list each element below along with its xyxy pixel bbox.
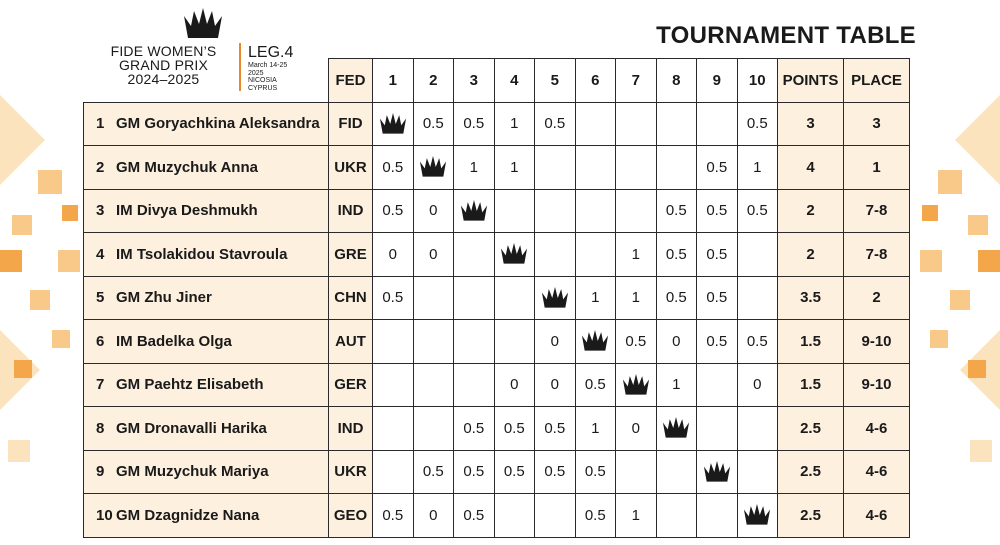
result-cell <box>737 233 778 277</box>
header-round-3: 3 <box>454 59 495 103</box>
result-cell <box>656 450 697 494</box>
result-cell <box>535 233 576 277</box>
result-cell <box>697 407 738 451</box>
result-cell <box>697 102 738 146</box>
player-name: GM Zhu Jiner <box>116 289 212 307</box>
result-cell: 0.5 <box>373 189 414 233</box>
result-cell: 0.5 <box>535 450 576 494</box>
header-round-4: 4 <box>494 59 535 103</box>
diagonal-crown-cell <box>656 407 697 451</box>
points-cell: 2 <box>778 233 844 277</box>
result-cell: 1 <box>656 363 697 407</box>
player-cell <box>84 189 329 233</box>
crown-icon <box>418 156 448 178</box>
result-cell: 0 <box>494 363 535 407</box>
result-cell: 0.5 <box>413 102 454 146</box>
header-round-1: 1 <box>373 59 414 103</box>
result-cell <box>616 146 657 190</box>
points-cell: 2.5 <box>778 407 844 451</box>
place-cell: 4-6 <box>844 494 910 538</box>
diagonal-crown-cell <box>575 320 616 364</box>
result-cell: 0.5 <box>697 320 738 364</box>
leg-country: CYPRUS <box>248 84 278 92</box>
player-number: 1 <box>96 115 105 133</box>
result-cell <box>494 320 535 364</box>
diagonal-crown-cell <box>616 363 657 407</box>
result-cell: 0 <box>535 320 576 364</box>
logo-line: FIDE WOMEN’S <box>110 43 217 59</box>
header-round-6: 6 <box>575 59 616 103</box>
table-row <box>84 320 910 364</box>
result-cell: 0.5 <box>575 494 616 538</box>
table-row <box>84 189 910 233</box>
result-cell <box>373 320 414 364</box>
crown-icon <box>702 461 732 483</box>
diagonal-crown-cell <box>737 494 778 538</box>
player-name: GM Goryachkina Aleksandra <box>116 115 320 133</box>
result-cell: 0.5 <box>697 276 738 320</box>
result-cell: 0 <box>616 407 657 451</box>
result-cell: 0.5 <box>454 407 495 451</box>
table-row <box>84 450 910 494</box>
table-row <box>84 407 910 451</box>
result-cell: 0 <box>413 189 454 233</box>
result-cell <box>454 276 495 320</box>
leg-city: NICOSIA <box>248 77 277 84</box>
result-cell: 0.5 <box>535 102 576 146</box>
result-cell: 0.5 <box>697 189 738 233</box>
result-cell: 0.5 <box>454 494 495 538</box>
result-cell <box>454 233 495 277</box>
table-row <box>84 146 910 190</box>
result-cell <box>373 407 414 451</box>
table-row <box>84 494 910 538</box>
table-row <box>84 233 910 277</box>
federation-cell: IND <box>329 407 373 451</box>
header-round-7: 7 <box>616 59 657 103</box>
table-body <box>84 102 910 537</box>
place-cell: 2 <box>844 276 910 320</box>
player-number: 6 <box>96 332 105 350</box>
player-name: IM Tsolakidou Stavroula <box>116 245 288 263</box>
federation-cell: CHN <box>329 276 373 320</box>
player-number: 2 <box>96 158 105 176</box>
result-cell <box>454 363 495 407</box>
result-cell: 0.5 <box>454 450 495 494</box>
result-cell: 0 <box>373 233 414 277</box>
result-cell: 0 <box>535 363 576 407</box>
result-cell <box>656 146 697 190</box>
result-cell: 1 <box>575 407 616 451</box>
player-cell <box>84 233 329 277</box>
header-blank <box>84 59 329 103</box>
points-cell: 3 <box>778 102 844 146</box>
header-round-10: 10 <box>737 59 778 103</box>
result-cell: 0.5 <box>656 276 697 320</box>
player-name: GM Muzychuk Mariya <box>116 463 269 481</box>
header-fed: FED <box>329 59 373 103</box>
result-cell: 0.5 <box>494 407 535 451</box>
player-number: 9 <box>96 463 105 481</box>
result-cell: 1 <box>616 494 657 538</box>
place-cell: 4-6 <box>844 407 910 451</box>
result-cell <box>656 102 697 146</box>
points-cell: 2.5 <box>778 494 844 538</box>
page-title: TOURNAMENT TABLE <box>656 22 916 49</box>
header-points: POINTS <box>778 59 844 103</box>
points-cell: 1.5 <box>778 320 844 364</box>
player-cell <box>84 494 329 538</box>
player-number: 10 <box>96 506 113 524</box>
header-round-8: 8 <box>656 59 697 103</box>
result-cell <box>575 233 616 277</box>
player-number: 4 <box>96 245 105 263</box>
result-cell <box>737 407 778 451</box>
result-cell <box>575 146 616 190</box>
points-cell: 4 <box>778 146 844 190</box>
result-cell <box>737 276 778 320</box>
table-header-row <box>84 59 910 103</box>
player-cell <box>84 363 329 407</box>
crown-icon <box>661 417 691 439</box>
result-cell: 0.5 <box>413 450 454 494</box>
leg-year: 2025 <box>248 69 264 77</box>
result-cell <box>737 450 778 494</box>
diagonal-crown-cell <box>373 102 414 146</box>
result-cell <box>697 494 738 538</box>
player-cell <box>84 146 329 190</box>
place-cell: 7-8 <box>844 233 910 277</box>
result-cell: 0.5 <box>737 189 778 233</box>
result-cell <box>494 189 535 233</box>
tournament-table <box>83 58 910 538</box>
place-cell: 4-6 <box>844 450 910 494</box>
right-decorative-pattern <box>910 0 1000 545</box>
federation-cell: UKR <box>329 450 373 494</box>
federation-cell: GEO <box>329 494 373 538</box>
result-cell <box>575 102 616 146</box>
result-cell: 0 <box>737 363 778 407</box>
result-cell <box>535 494 576 538</box>
result-cell: 0 <box>656 320 697 364</box>
result-cell: 1 <box>737 146 778 190</box>
result-cell: 1 <box>616 233 657 277</box>
result-cell: 0.5 <box>373 494 414 538</box>
result-cell <box>413 363 454 407</box>
points-cell: 1.5 <box>778 363 844 407</box>
points-cell: 2 <box>778 189 844 233</box>
result-cell: 1 <box>494 102 535 146</box>
logo-line: 2024–2025 <box>127 71 200 87</box>
result-cell: 0.5 <box>697 233 738 277</box>
player-name: IM Badelka Olga <box>116 332 232 350</box>
header-round-9: 9 <box>697 59 738 103</box>
tournament-table-wrapper <box>83 58 910 538</box>
result-cell: 0 <box>413 233 454 277</box>
result-cell <box>454 320 495 364</box>
result-cell <box>616 189 657 233</box>
crown-icon <box>580 330 610 352</box>
player-number: 5 <box>96 289 105 307</box>
crown-icon <box>459 200 489 222</box>
result-cell <box>373 363 414 407</box>
player-cell <box>84 276 329 320</box>
player-cell <box>84 450 329 494</box>
result-cell: 0.5 <box>373 146 414 190</box>
result-cell: 0.5 <box>494 450 535 494</box>
federation-cell: GER <box>329 363 373 407</box>
result-cell: 0.5 <box>737 320 778 364</box>
result-cell: 1 <box>575 276 616 320</box>
result-cell: 0.5 <box>535 407 576 451</box>
place-cell: 1 <box>844 146 910 190</box>
diagonal-crown-cell <box>697 450 738 494</box>
player-cell <box>84 407 329 451</box>
crown-icon <box>378 113 408 135</box>
federation-cell: UKR <box>329 146 373 190</box>
leg-date: March 14-25 <box>248 62 288 69</box>
result-cell <box>656 494 697 538</box>
player-number: 3 <box>96 202 105 220</box>
result-cell <box>494 276 535 320</box>
leg-title: LEG.4 <box>248 44 294 61</box>
result-cell: 0.5 <box>575 363 616 407</box>
result-cell: 0.5 <box>656 233 697 277</box>
result-cell: 0.5 <box>737 102 778 146</box>
result-cell <box>575 189 616 233</box>
header-place: PLACE <box>844 59 910 103</box>
result-cell <box>535 189 576 233</box>
result-cell <box>373 450 414 494</box>
table-row <box>84 276 910 320</box>
crown-icon <box>742 504 772 526</box>
place-cell: 9-10 <box>844 363 910 407</box>
result-cell <box>413 276 454 320</box>
result-cell <box>697 363 738 407</box>
result-cell: 0 <box>413 494 454 538</box>
result-cell: 0.5 <box>616 320 657 364</box>
result-cell: 0.5 <box>656 189 697 233</box>
result-cell: 1 <box>494 146 535 190</box>
diagonal-crown-cell <box>454 189 495 233</box>
player-number: 8 <box>96 419 105 437</box>
player-name: GM Dzagnidze Nana <box>116 506 260 524</box>
result-cell: 1 <box>454 146 495 190</box>
diagonal-crown-cell <box>413 146 454 190</box>
table-row <box>84 363 910 407</box>
federation-cell: AUT <box>329 320 373 364</box>
player-name: IM Divya Deshmukh <box>116 202 258 220</box>
result-cell: 0.5 <box>575 450 616 494</box>
result-cell: 1 <box>616 276 657 320</box>
result-cell: 0.5 <box>697 146 738 190</box>
player-name: GM Dronavalli Harika <box>116 419 267 437</box>
result-cell <box>616 450 657 494</box>
left-decorative-pattern <box>0 0 90 545</box>
header-round-2: 2 <box>413 59 454 103</box>
result-cell <box>535 146 576 190</box>
place-cell: 9-10 <box>844 320 910 364</box>
crown-icon <box>182 8 224 40</box>
player-number: 7 <box>96 376 105 394</box>
result-cell <box>494 494 535 538</box>
player-cell <box>84 320 329 364</box>
result-cell: 0.5 <box>373 276 414 320</box>
player-name: GM Muzychuk Anna <box>116 158 258 176</box>
crown-icon <box>499 243 529 265</box>
place-cell: 7-8 <box>844 189 910 233</box>
result-cell <box>413 407 454 451</box>
player-cell <box>84 102 329 146</box>
place-cell: 3 <box>844 102 910 146</box>
result-cell <box>616 102 657 146</box>
diagonal-crown-cell <box>494 233 535 277</box>
crown-icon <box>540 287 570 309</box>
crown-icon <box>621 374 651 396</box>
player-name: GM Paehtz Elisabeth <box>116 376 264 394</box>
table-row <box>84 102 910 146</box>
federation-cell: GRE <box>329 233 373 277</box>
result-cell: 0.5 <box>454 102 495 146</box>
federation-cell: FID <box>329 102 373 146</box>
header-round-5: 5 <box>535 59 576 103</box>
logo-line: GRAND PRIX <box>118 57 209 73</box>
result-cell <box>413 320 454 364</box>
diagonal-crown-cell <box>535 276 576 320</box>
points-cell: 3.5 <box>778 276 844 320</box>
federation-cell: IND <box>329 189 373 233</box>
points-cell: 2.5 <box>778 450 844 494</box>
